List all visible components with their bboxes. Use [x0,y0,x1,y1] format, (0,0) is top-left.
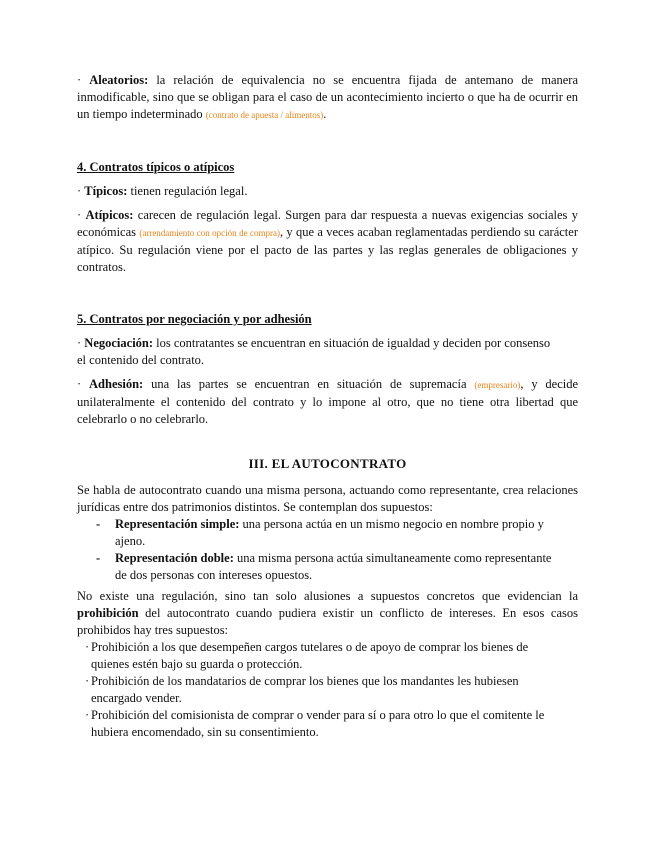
term-prohibicion: prohibición [77,606,139,620]
list-item-line-2: encargado vender. [91,691,182,705]
term-negociacion: Negociación: [84,336,154,350]
atipicos-text-1: carecen de regulación legal. Surgen para dar respuesta a nuevas exigencias sociales y económicas [77,208,578,239]
adhesion-text-1: una las partes se encuentran en situación de supremacía [151,377,467,391]
bullet: · [85,640,90,654]
period: . [323,107,327,121]
list-item-line-1: Prohibición de los mandatarios de comprar los bienes que los mandantes les hubiesen [91,674,519,688]
supuestos-list [77,516,578,584]
list-item-line-1: Prohibición del comisionista de comprar o vender para sí o para otro lo que el comitente le [91,708,545,722]
list-item-line-2: quienes estén bajo su guarda o protección. [91,657,303,671]
term-tipicos: Típicos: [84,184,128,198]
aleatorios-paragraph [77,72,578,124]
atipicos-note: (arrendamiento con opción de compra) [139,228,280,238]
aleatorios-note: (contrato de apuesta / alimentos) [205,110,324,120]
prohibiciones-list [77,639,578,741]
bullet: · [85,708,90,722]
prohibicion-text-a: No existe una regulación, sino tan solo alusiones a supuestos concretos que evidencian la [77,589,578,603]
prohibicion-paragraph [77,588,578,639]
term-atipicos: Atípicos: [85,208,134,222]
prohibicion-text-b: del autocontrato cuando pudiera existir un conflicto de intereses. En esos casos prohibidos hay tres supuestos: [77,606,578,637]
term-adhesion: Adhesión: [89,377,144,391]
dash-marker: - [96,517,101,531]
section-5-heading: 5. Contratos por negociación y por adhesión [77,312,312,326]
section-4-heading: 4. Contratos típicos o atípicos [77,160,235,174]
tipicos-text: tienen regulación legal. [130,184,248,198]
term-representacion-doble: Representación doble: [115,551,234,565]
supuesto-doble [77,550,578,584]
dash-marker: - [96,551,101,565]
document-page [77,72,578,741]
negociacion-paragraph [77,335,578,369]
bullet: · [85,674,90,688]
list-item-line-1: Prohibición a los que desempeñen cargos tutelares o de apoyo de comprar los bienes de [91,640,529,654]
list-item [77,639,578,673]
term-representacion-simple: Representación simple: [115,517,240,531]
autocontrato-intro: Se habla de autocontrato cuando una misma persona, actuando como representante, crea relaciones jurídicas entre dos patrimonios distintos. Se contemplan dos supuestos: [77,483,578,514]
negociacion-text-1: los contratantes se encuentran en situación de igualdad y deciden por consenso [156,336,551,350]
supuesto-simple [77,516,578,550]
bullet: · [77,73,82,87]
list-item [77,707,578,741]
aleatorios-text: la relación de equivalencia no se encuentra fijada de antemano de manera inmodificable, sino que se obligan para el caso de un acontecimiento incierto o que ha de ocurrir en un tiempo indeterminado [77,73,579,121]
list-item [77,673,578,707]
supuesto-doble-line-1: una misma persona actúa simultaneamente como representante [237,551,552,565]
bullet: · [77,336,82,350]
tipicos-paragraph [77,183,578,200]
adhesion-paragraph [77,376,578,428]
bullet: · [77,377,82,391]
list-item-line-2: hubiera encomendado, sin su consentimiento. [91,725,319,739]
negociacion-text-2: el contenido del contrato. [77,353,205,367]
supuesto-doble-line-2: de dos personas con intereses opuestos. [115,568,313,582]
autocontrato-title: III. EL AUTOCONTRATO [248,456,407,471]
atipicos-paragraph [77,207,578,276]
bullet: · [77,208,82,222]
bullet: · [77,184,82,198]
atipicos-text-2: , y que a veces acaban reglamentadas perdiendo su carácter atípico. Su regulación viene por el pacto de las partes y las reglas generales de obligaciones y contratos. [77,225,578,274]
adhesion-text-2: , y decide unilateralmente el contenido del contrato y lo impone al otro, que no tiene otra libertad que celebrarlo o no celebrarlo. [77,377,579,426]
term-aleatorios: Aleatorios: [89,73,149,87]
supuesto-simple-line-2: ajeno. [115,534,146,548]
adhesion-note: (empresario) [474,380,521,390]
supuesto-simple-line-1: una persona actúa en un mismo negocio en nombre propio y [242,517,544,531]
